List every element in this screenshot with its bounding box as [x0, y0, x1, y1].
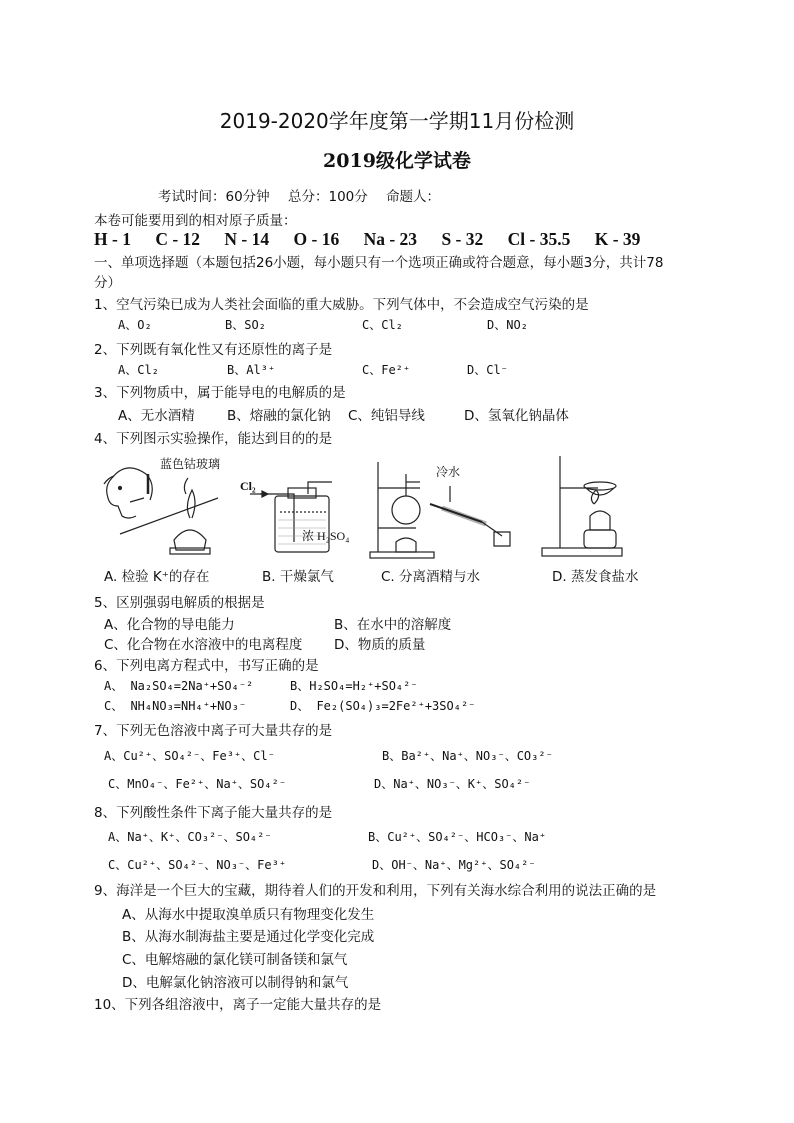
- mass-k: K - 39: [594, 229, 641, 249]
- mass-o: O - 16: [293, 229, 340, 249]
- exam-title: 2019-2020学年度第一学期11月份检测: [219, 109, 575, 133]
- q5-option-a: A、化合物的导电能力: [104, 617, 235, 633]
- q2-option-a: A、Cl₂: [118, 363, 159, 377]
- q2-option-d: D、Cl⁻: [467, 363, 508, 377]
- q9-option-b: B、从海水制海盐主要是通过化学变化完成: [122, 929, 375, 945]
- q1-option-b: B、SO₂: [225, 318, 266, 332]
- section-heading-cont: 分）: [94, 275, 121, 291]
- fig-c-water-label: 冷水: [436, 465, 461, 479]
- q4-option-d: D. 蒸发食盐水: [552, 569, 639, 585]
- fig-d-evaporation: [542, 456, 622, 556]
- q6-option-a: A、 Na₂SO₄=2Na⁺+SO₄⁻²: [104, 679, 254, 693]
- fig-b-cl2-label: Cl₂: [240, 479, 256, 493]
- mass-h: H - 1: [94, 229, 131, 249]
- q1-option-c: C、Cl₂: [362, 318, 403, 332]
- q6-option-b: B、H₂SO₄=H₂⁺+SO₄²⁻: [290, 679, 418, 693]
- q7-option-d: D、Na⁺、NO₃⁻、K⁺、SO₄²⁻: [374, 777, 531, 791]
- q4-option-b: B. 干燥氯气: [262, 569, 334, 585]
- q6-option-d: D、 Fe₂(SO₄)₃=2Fe²⁺+3SO₄²⁻: [290, 699, 476, 713]
- exam-time: 考试时间：60分钟: [158, 189, 270, 205]
- q4-stem: 4、下列图示实验操作，能达到目的的是: [94, 431, 333, 447]
- q3-option-c: C、纯铝导线: [348, 408, 425, 424]
- q4-option-c: C. 分离酒精与水: [381, 569, 481, 585]
- q2-option-c: C、Fe²⁺: [362, 363, 411, 377]
- author: 命题人：: [386, 189, 441, 205]
- q7-option-b: B、Ba²⁺、Na⁺、NO₃⁻、CO₃²⁻: [382, 749, 553, 763]
- q1-option-a: A、O₂: [118, 318, 152, 332]
- fig-a-flame-test: [104, 468, 218, 554]
- fig-b-h2so4-label: 浓 H₂SO₄: [302, 529, 350, 543]
- q9-option-d: D、电解氯化钠溶液可以制得钠和氯气: [122, 975, 349, 991]
- exam-info: [158, 185, 454, 205]
- q9-option-c: C、电解熔融的氯化镁可制备镁和氯气: [122, 952, 348, 968]
- section-heading: 一、单项选择题（本题包括26小题，每小题只有一个选项正确或符合题意，每小题3分，共计78: [94, 255, 664, 271]
- q5-stem: 5、区别强弱电解质的根据是: [94, 595, 265, 611]
- q5-option-d: D、物质的质量: [334, 637, 426, 653]
- mass-cl: Cl - 35.5: [507, 229, 571, 249]
- q7-stem: 7、下列无色溶液中离子可大量共存的是: [94, 723, 333, 739]
- q4-option-a-caption: A. 检验 K⁺的存在: [104, 569, 210, 585]
- mass-n: N - 14: [224, 229, 270, 249]
- q6-option-c: C、 NH₄NO₃=NH₄⁺+NO₃⁻: [104, 699, 247, 713]
- q8-stem: 8、下列酸性条件下离子能大量共存的是: [94, 805, 333, 821]
- q1-stem: 1、空气污染已成为人类社会面临的重大威胁。下列气体中，不会造成空气污染的是: [94, 297, 589, 313]
- q6-stem: 6、下列电离方程式中，书写正确的是: [94, 658, 319, 674]
- q3-option-b: B、熔融的氯化钠: [227, 408, 331, 424]
- q3-stem: 3、下列物质中，属于能导电的电解质的是: [94, 385, 346, 401]
- q8-option-d: D、OH⁻、Na⁺、Mg²⁺、SO₄²⁻: [372, 858, 536, 872]
- q9-stem: 9、海洋是一个巨大的宝藏，期待着人们的开发和利用，下列有关海水综合利用的说法正确的是: [94, 883, 657, 899]
- q2-option-b: B、Al³⁺: [227, 363, 276, 377]
- q5-option-b: B、在水中的溶解度: [334, 617, 452, 633]
- q10-stem: 10、下列各组溶液中，离子一定能大量共存的是: [94, 997, 382, 1013]
- mass-na: Na - 23: [363, 229, 418, 249]
- mass-s: S - 32: [441, 229, 484, 249]
- q8-option-b: B、Cu²⁺、SO₄²⁻、HCO₃⁻、Na⁺: [368, 830, 547, 844]
- q8-option-a: A、Na⁺、K⁺、CO₃²⁻、SO₄²⁻: [108, 830, 272, 844]
- total-score: 总分：100分: [287, 189, 368, 205]
- q9-option-a: A、从海水中提取溴单质只有物理变化发生: [122, 907, 375, 923]
- q1-option-d: D、NO₂: [487, 318, 528, 332]
- fig-a-glass-label: 蓝色钴玻璃: [160, 457, 221, 471]
- q4-figures: [90, 448, 650, 563]
- q5-option-c: C、化合物在水溶液中的电离程度: [104, 637, 303, 653]
- atomic-masses-intro: 本卷可能要用到的相对原子质量：: [94, 213, 297, 229]
- atomic-masses: [94, 229, 660, 250]
- q8-option-c: C、Cu²⁺、SO₄²⁻、NO₃⁻、Fe³⁺: [108, 858, 287, 872]
- exam-subtitle: 2019级化学试卷: [323, 150, 471, 172]
- mass-c: C - 12: [155, 229, 201, 249]
- q7-option-a: A、Cu²⁺、SO₄²⁻、Fe³⁺、Cl⁻: [104, 749, 275, 763]
- q7-option-c: C、MnO₄⁻、Fe²⁺、Na⁺、SO₄²⁻: [108, 777, 287, 791]
- q2-stem: 2、下列既有氧化性又有还原性的离子是: [94, 342, 333, 358]
- q3-option-d: D、氢氧化钠晶体: [464, 408, 569, 424]
- q3-option-a: A、无水酒精: [118, 408, 195, 424]
